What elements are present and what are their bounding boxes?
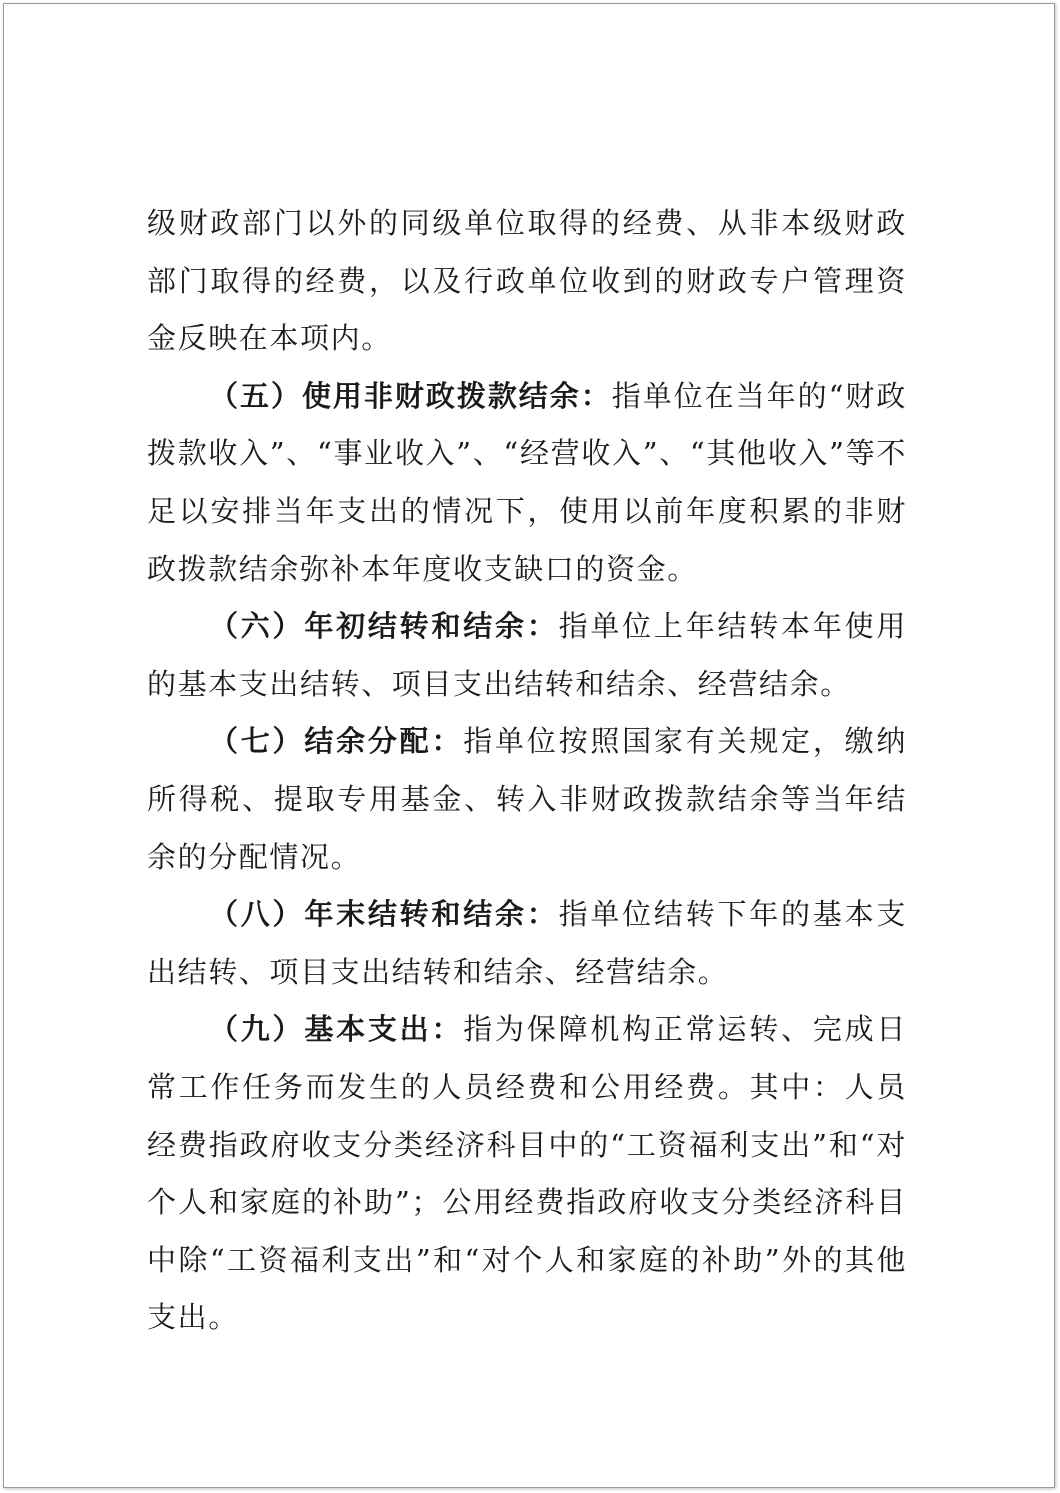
paragraph-continuation <box>147 195 907 368</box>
paragraph-closing-carryover <box>147 886 907 1001</box>
paragraph-text: 指为保障机构正常运转、完成日常工作任务而发生的人员经费和公用经费。其中：人员经费指政府收支分类经济科目中的“工资福利支出”和“对个人和家庭的补助”；公用经费指政府收支分类经济科目中除“工资福利支出”和“对个人和家庭的补助”外的其他支出。 <box>147 1012 907 1335</box>
paragraph-surplus-distribution <box>147 713 907 886</box>
paragraph-text: 指单位在当年的“财政拨款收入”、“事业收入”、“经营收入”、“其他收入”等不足以安排当年支出的情况下，使用以前年度积累的非财政拨款结余弥补本年度收支缺口的资金。 <box>147 378 907 586</box>
paragraph-term: （八）年末结转和结余： <box>209 897 559 932</box>
paragraph-text: 指单位按照国家有关规定，缴纳所得税、提取专用基金、转入非财政拨款结余等当年结余的分配情况。 <box>147 724 907 874</box>
document-body <box>147 195 907 1347</box>
paragraph-basic-expenditure <box>147 1001 907 1347</box>
paragraph-non-fiscal-balance-usage <box>147 368 907 598</box>
paragraph-text: 指单位上年结转本年使用的基本支出结转、项目支出结转和结余、经营结余。 <box>147 609 907 701</box>
paragraph-text: 指单位结转下年的基本支出结转、项目支出结转和结余、经营结余。 <box>147 897 907 989</box>
paragraph-term: （七）结余分配： <box>209 724 464 759</box>
paragraph-term: （五）使用非财政拨款结余： <box>209 378 612 413</box>
document-page <box>3 3 1055 1488</box>
paragraph-term: （九）基本支出： <box>209 1012 464 1047</box>
paragraph-term: （六）年初结转和结余： <box>209 609 559 644</box>
paragraph-opening-carryover <box>147 598 907 713</box>
paragraph-text: 级财政部门以外的同级单位取得的经费、从非本级财政部门取得的经费，以及行政单位收到的财政专户管理资金反映在本项内。 <box>147 206 907 356</box>
